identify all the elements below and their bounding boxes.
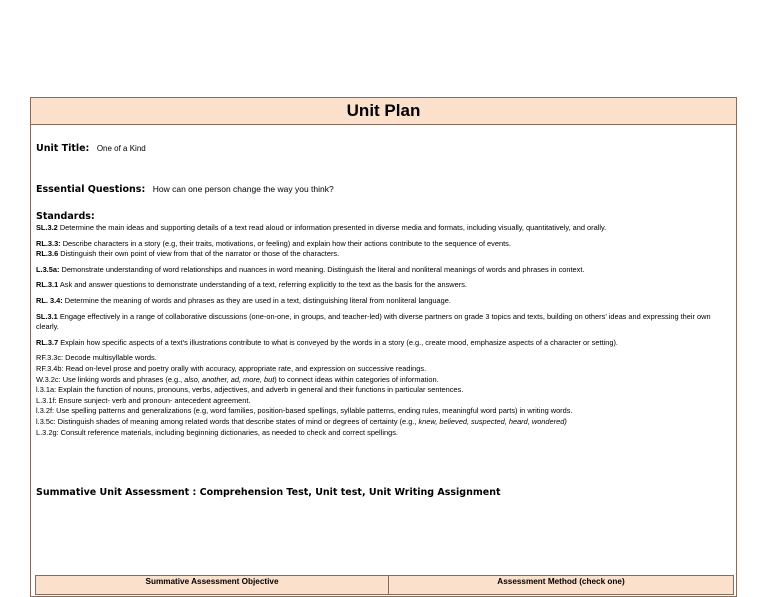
page-title: Unit Plan — [346, 101, 421, 120]
title-bar — [31, 98, 736, 125]
standard-sl31: SL.3.1 Engage effectively in a range of collaborative discussions (one-on-one, in groups, and teacher-led) with diverse partners on grade 3 topics and texts, building on others’ ideas and expressing their own clearly. — [36, 311, 711, 332]
standard-sl32: SL.3.2 Determine the main ideas and supporting details of a text read aloud or information presented in diverse media and formats, including visually, quantitatively, and orally. — [36, 223, 607, 232]
standard-rf34b: RF.3.4b: Read on-level prose and poetry orally with accuracy, appropriate rate, and expression on successive readings. — [36, 363, 427, 373]
standard-rl34: RL. 3.4: Determine the meaning of words and phrases as they are used in a text, distinguishing literal from nonliteral language. — [36, 295, 451, 305]
standard-l31f: L.3.1f: Ensure sunject- verb and pronoun- antecedent agreement. — [36, 395, 251, 405]
standard-rl33: RL.3.3: Describe characters in a story (e.g, their traits, motivations, or feeling) and explain how their actions contribute to the sequence of events. — [36, 238, 511, 248]
standards-label-row — [36, 206, 731, 224]
essential-questions-row: Essential Questions: How can one person change the way you think? — [36, 184, 334, 195]
standard-l31a: l.3.1a: Explain the function of nouns, pronouns, verbs, adjectives, and adverb in general and their functions in particular sentences. — [36, 385, 464, 395]
unit-plan-frame — [30, 97, 737, 597]
standard-rf33c: RF.3.3c: Decode multisyllable words. — [36, 353, 157, 363]
standard-l32f: l.3.2f: Use spelling patterns and generalizations (e.g, word families, position-based spellings, syllable patterns, ending rules, meaningful word parts) in writing words. — [36, 406, 573, 416]
unit-title-row — [36, 138, 731, 156]
unit-title-label: Unit Title: — [36, 143, 90, 154]
standard-rl36: RL.3.6 Distinguish their own point of view from that of the narrator or those of the characters. — [36, 249, 340, 259]
col-summative-objective: Summative Assessment Objective — [36, 576, 389, 594]
standards-list — [36, 223, 731, 438]
summative-row — [36, 482, 731, 500]
standard-l32g: L.3.2g: Consult reference materials, including beginning dictionaries, as needed to check and correct spellings. — [36, 427, 398, 437]
standards-label: Standards: — [36, 211, 95, 222]
unit-title-value: One of a Kind — [96, 144, 146, 153]
standard-rl37: RL.3.7 Explain how specific aspects of a text’s illustrations contribute to what is conveyed by the words in a story (e.g., create mood, emphasize aspects of a character or setting). — [36, 337, 618, 347]
standard-w32c: W.3.2c: Use linking words and phrases (e.g., also, another, ad, more, but) to connect ideas within categories of information. — [36, 374, 439, 384]
standard-l35c: l.3.5c: Distinguish shades of meaning among related words that describe states of mind or degrees of certainty (e.g., knew, believed, suspected, heard, wondered) — [36, 416, 567, 426]
essential-questions-value: How can one person change the way you think? — [152, 184, 334, 194]
assessment-table-header — [35, 575, 734, 595]
essential-questions-label: Essential Questions — [36, 184, 142, 195]
standard-rl31: RL.3.1 Ask and answer questions to demonstrate understanding of a text, referring explicitly to the text as the basis for the answers. — [36, 280, 467, 290]
standard-l35a: L.3.5a: Demonstrate understanding of word relationships and nuances in word meaning. Distinguish the literal and nonliteral meanings of words and phrases in context. — [36, 264, 585, 274]
col-assessment-method: Assessment Method (check one) — [389, 576, 733, 594]
summative-assessment-label: Summative Unit Assessment : Comprehension Test, Unit test, Unit Writing Assignment — [36, 487, 501, 498]
